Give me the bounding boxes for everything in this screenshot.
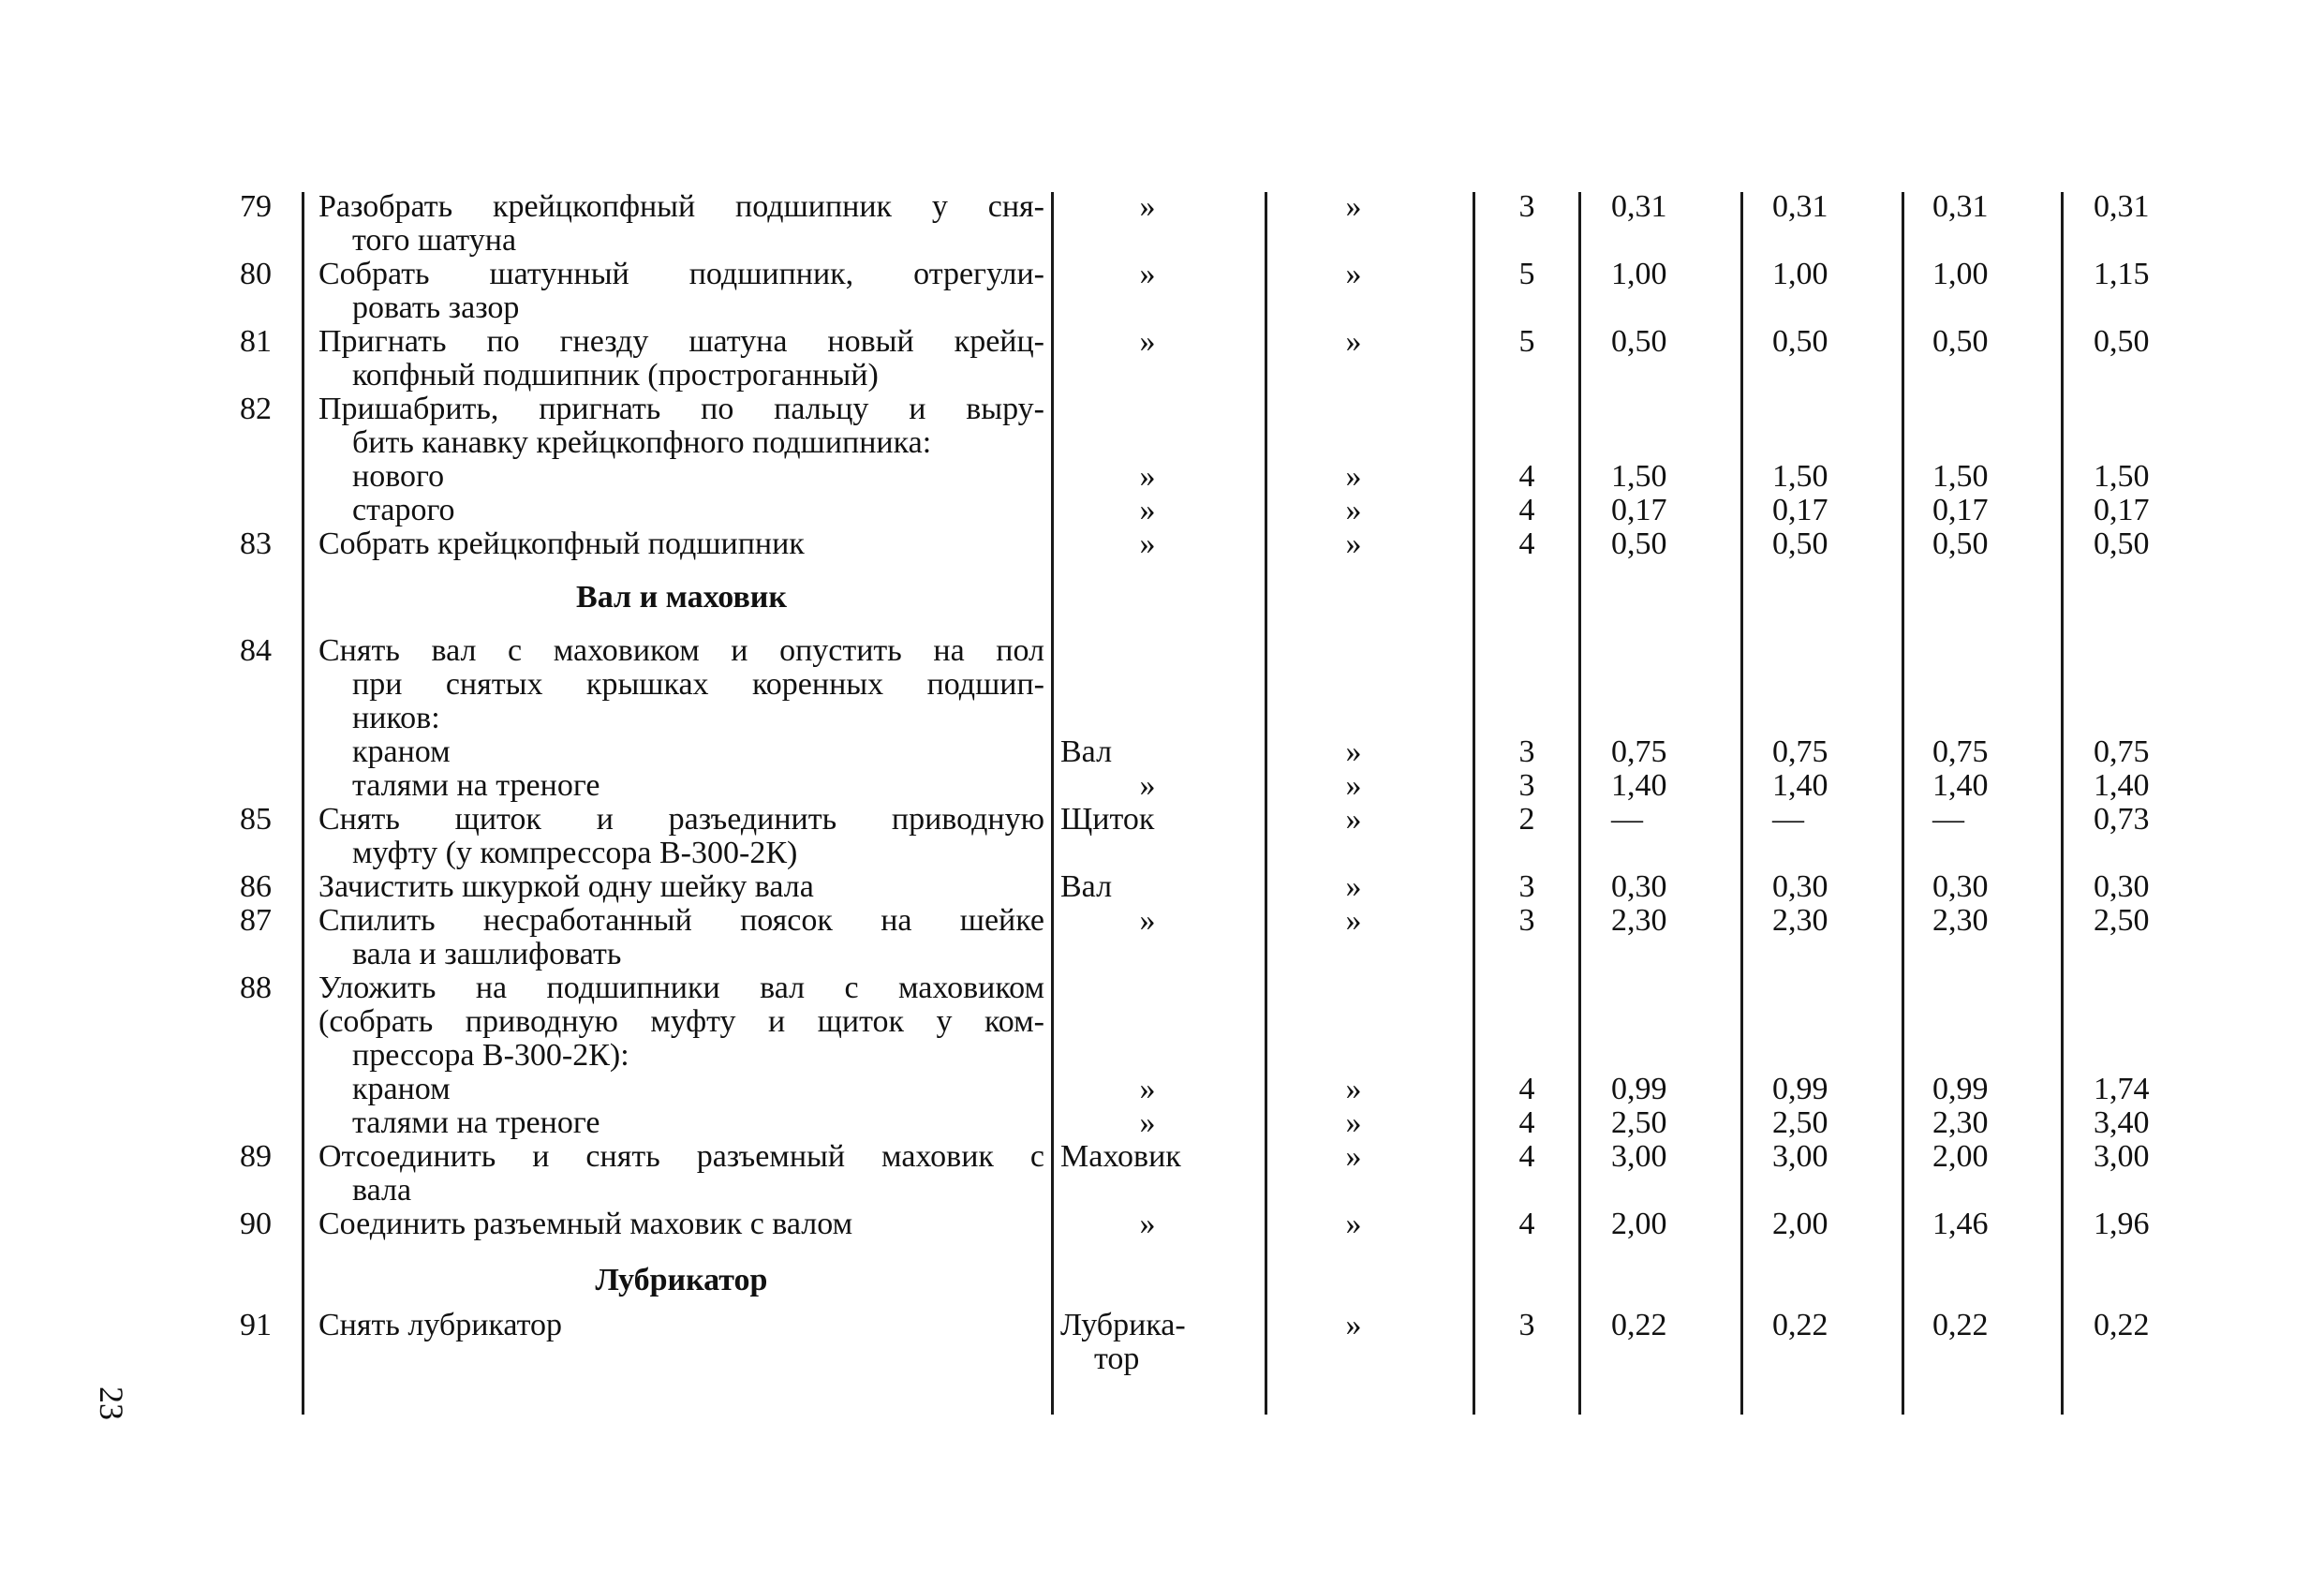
ditto-mark: »: [1345, 526, 1362, 561]
norm-value-1: 2,30: [1611, 903, 1667, 938]
norm-value-3: 0,50: [1932, 324, 1989, 359]
ditto-mark: »: [1139, 1207, 1156, 1241]
ditto-mark: »: [1139, 493, 1156, 527]
ditto-mark: »: [1345, 903, 1362, 938]
norm-value-4: 0,30: [2094, 869, 2150, 904]
norm-value-4: 1,96: [2094, 1207, 2150, 1241]
norm-value-4: 0,22: [2094, 1308, 2150, 1342]
norm-value-3: 0,31: [1932, 189, 1989, 224]
object-name: Вал: [1060, 869, 1113, 904]
norm-value-2: —: [1772, 802, 1804, 837]
object-name: Лубрика- тор: [1060, 1308, 1186, 1376]
row-description: Пригнать по гнезду шатуна новый крейц- копфный подшипник (простроганный): [318, 324, 1044, 393]
row-description: Отсоединить и снять разъемный маховик с вала: [318, 1139, 1044, 1208]
ditto-mark: »: [1139, 189, 1156, 224]
row-number: 81: [240, 324, 272, 359]
norm-value-2: 0,75: [1772, 734, 1828, 769]
ditto-mark: »: [1139, 903, 1156, 938]
norm-value-2: 0,17: [1772, 493, 1828, 527]
norm-value-1: 2,00: [1611, 1207, 1667, 1241]
norm-value-1: 2,50: [1611, 1105, 1667, 1140]
ditto-mark: »: [1345, 1207, 1362, 1241]
row-number: 83: [240, 526, 272, 561]
row-description: Уложить на подшипники вал с маховиком (собрать приводную муфту и щиток у ком- прессора В-300-2К):: [318, 971, 1044, 1073]
column-rule-7: [1902, 192, 1904, 1415]
section-heading-shaft: Вал и маховик: [576, 580, 787, 615]
norm-value-2: 3,00: [1772, 1139, 1828, 1174]
norm-value-1: 1,50: [1611, 459, 1667, 494]
norm-value-2: 2,00: [1772, 1207, 1828, 1241]
norm-value-3: 0,75: [1932, 734, 1989, 769]
row-number: 82: [240, 392, 272, 426]
row-description: Снять лубрикатор: [318, 1308, 563, 1342]
ditto-mark: »: [1139, 459, 1156, 494]
norm-value-1: 0,75: [1611, 734, 1667, 769]
grade-value: 4: [1518, 1105, 1535, 1140]
row-description: Собрать крейцкопфный подшипник: [318, 526, 805, 561]
norm-value-3: 0,50: [1932, 526, 1989, 561]
norm-value-1: 1,40: [1611, 768, 1667, 803]
grade-value: 5: [1518, 324, 1535, 359]
norm-value-2: 0,30: [1772, 869, 1828, 904]
grade-value: 2: [1518, 802, 1535, 837]
grade-value: 3: [1518, 903, 1535, 938]
norm-value-4: 1,40: [2094, 768, 2150, 803]
norm-value-1: 0,99: [1611, 1072, 1667, 1106]
norm-value-1: —: [1611, 802, 1643, 837]
row-description: нового: [352, 459, 445, 494]
row-number: 90: [240, 1207, 272, 1241]
norm-value-2: 1,40: [1772, 768, 1828, 803]
grade-value: 3: [1518, 869, 1535, 904]
norm-value-2: 0,31: [1772, 189, 1828, 224]
row-number: 89: [240, 1139, 272, 1174]
norm-value-3: 1,46: [1932, 1207, 1989, 1241]
ditto-mark: »: [1345, 459, 1362, 494]
ditto-mark: »: [1345, 324, 1362, 359]
grade-value: 4: [1518, 1139, 1535, 1174]
row-description: Снять вал с маховиком и опустить на пол при снятых крышках коренных подшип- ников:: [318, 633, 1044, 735]
row-number: 88: [240, 971, 272, 1005]
ditto-mark: »: [1345, 257, 1362, 291]
norm-value-2: 1,50: [1772, 459, 1828, 494]
row-number: 84: [240, 633, 272, 668]
grade-value: 4: [1518, 459, 1535, 494]
norm-value-4: 1,15: [2094, 257, 2150, 291]
object-name: Маховик: [1060, 1139, 1181, 1174]
grade-value: 4: [1518, 493, 1535, 527]
section-heading-lubricator: Лубрикатор: [595, 1263, 768, 1297]
norm-value-4: 0,75: [2094, 734, 2150, 769]
row-description: Зачистить шкуркой одну шейку вала: [318, 869, 814, 904]
row-number: 80: [240, 257, 272, 291]
ditto-mark: »: [1345, 493, 1362, 527]
grade-value: 4: [1518, 1207, 1535, 1241]
row-description: Пришабрить, пригнать по пальцу и выру- бить канавку крейцкопфного подшипника:: [318, 392, 1044, 460]
ditto-mark: »: [1345, 734, 1362, 769]
column-rule-2: [1051, 192, 1054, 1415]
norm-value-1: 0,50: [1611, 324, 1667, 359]
norm-value-3: 2,30: [1932, 903, 1989, 938]
norm-value-2: 0,50: [1772, 526, 1828, 561]
norm-value-4: 0,50: [2094, 526, 2150, 561]
column-rule-1: [302, 192, 304, 1415]
norm-value-3: 0,99: [1932, 1072, 1989, 1106]
ditto-mark: »: [1345, 189, 1362, 224]
column-rule-8: [2061, 192, 2064, 1415]
norm-value-3: 1,50: [1932, 459, 1989, 494]
row-description: краном: [352, 734, 451, 769]
norm-value-1: 0,50: [1611, 526, 1667, 561]
row-description: Разобрать крейцкопфный подшипник у сня- того шатуна: [318, 189, 1044, 258]
row-description: Спилить несработанный поясок на шейке вала и зашлифовать: [318, 903, 1044, 971]
norm-value-4: 1,74: [2094, 1072, 2150, 1106]
row-description: старого: [352, 493, 455, 527]
norm-value-4: 0,17: [2094, 493, 2150, 527]
row-number: 87: [240, 903, 272, 938]
norm-value-2: 0,99: [1772, 1072, 1828, 1106]
norm-value-2: 1,00: [1772, 257, 1828, 291]
grade-value: 3: [1518, 734, 1535, 769]
row-description: талями на треноге: [352, 768, 600, 803]
norm-value-4: 1,50: [2094, 459, 2150, 494]
ditto-mark: »: [1139, 1072, 1156, 1106]
norm-value-3: 0,30: [1932, 869, 1989, 904]
ditto-mark: »: [1139, 257, 1156, 291]
norm-value-2: 2,50: [1772, 1105, 1828, 1140]
column-rule-3: [1265, 192, 1267, 1415]
norm-value-3: 0,22: [1932, 1308, 1989, 1342]
norm-value-3: 2,30: [1932, 1105, 1989, 1140]
ditto-mark: »: [1139, 526, 1156, 561]
object-name: Вал: [1060, 734, 1113, 769]
row-number: 86: [240, 869, 272, 904]
column-rule-4: [1473, 192, 1475, 1415]
grade-value: 5: [1518, 257, 1535, 291]
ditto-mark: »: [1345, 869, 1362, 904]
norm-value-3: 0,17: [1932, 493, 1989, 527]
ditto-mark: »: [1345, 768, 1362, 803]
ditto-mark: »: [1139, 324, 1156, 359]
ditto-mark: »: [1345, 1105, 1362, 1140]
norm-value-4: 3,40: [2094, 1105, 2150, 1140]
norm-value-1: 0,22: [1611, 1308, 1667, 1342]
ditto-mark: »: [1345, 1308, 1362, 1342]
row-description: краном: [352, 1072, 451, 1106]
ditto-mark: »: [1345, 802, 1362, 837]
ditto-mark: »: [1139, 768, 1156, 803]
object-name: Щиток: [1060, 802, 1155, 837]
grade-value: 3: [1518, 1308, 1535, 1342]
norm-value-3: 2,00: [1932, 1139, 1989, 1174]
row-number: 91: [240, 1308, 272, 1342]
row-number: 79: [240, 189, 272, 224]
norm-value-2: 2,30: [1772, 903, 1828, 938]
norm-value-4: 2,50: [2094, 903, 2150, 938]
norm-value-4: 0,50: [2094, 324, 2150, 359]
column-rule-6: [1740, 192, 1743, 1415]
norm-value-3: —: [1932, 802, 1964, 837]
ditto-mark: »: [1139, 1105, 1156, 1140]
norm-value-1: 0,30: [1611, 869, 1667, 904]
norm-value-3: 1,40: [1932, 768, 1989, 803]
page-number: 23: [93, 1386, 130, 1420]
norm-value-4: 3,00: [2094, 1139, 2150, 1174]
norm-value-1: 0,17: [1611, 493, 1667, 527]
grade-value: 4: [1518, 526, 1535, 561]
row-description: Снять щиток и разъединить приводную муфту (у компрессора В-300-2К): [318, 802, 1044, 870]
row-description: Соединить разъемный маховик с валом: [318, 1207, 853, 1241]
norm-value-1: 1,00: [1611, 257, 1667, 291]
ditto-mark: »: [1345, 1072, 1362, 1106]
row-number: 85: [240, 802, 272, 837]
row-description: талями на треноге: [352, 1105, 600, 1140]
grade-value: 4: [1518, 1072, 1535, 1106]
grade-value: 3: [1518, 768, 1535, 803]
grade-value: 3: [1518, 189, 1535, 224]
norm-value-2: 0,22: [1772, 1308, 1828, 1342]
norm-value-4: 0,73: [2094, 802, 2150, 837]
norm-value-2: 0,50: [1772, 324, 1828, 359]
ditto-mark: »: [1345, 1139, 1362, 1174]
column-rule-5: [1578, 192, 1581, 1415]
norm-value-4: 0,31: [2094, 189, 2150, 224]
norm-value-1: 0,31: [1611, 189, 1667, 224]
row-description: Собрать шатунный подшипник, отрегули- ровать зазор: [318, 257, 1044, 325]
norm-value-3: 1,00: [1932, 257, 1989, 291]
norm-value-1: 3,00: [1611, 1139, 1667, 1174]
